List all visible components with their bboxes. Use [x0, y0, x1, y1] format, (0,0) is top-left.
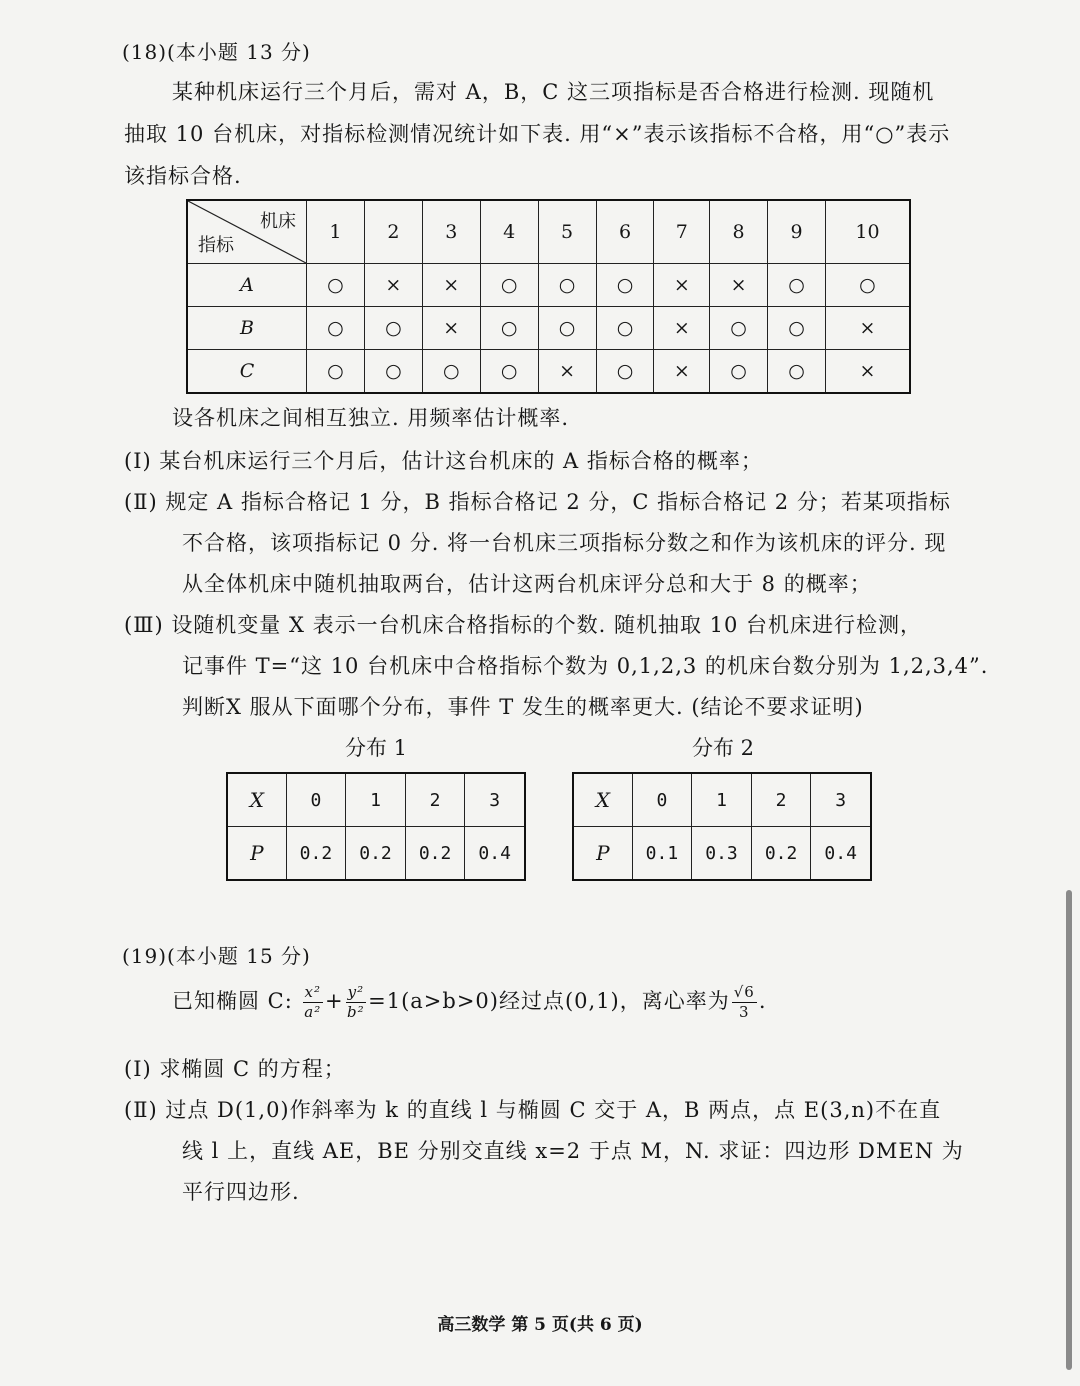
table-cell: ○	[364, 350, 422, 394]
frac-e-num: √6	[733, 983, 755, 1001]
fraction-eccentricity	[732, 985, 757, 1020]
q18-part-1: (Ⅰ) 某台机床运行三个月后，估计这台机床的 A 指标合格的概率；	[124, 449, 763, 473]
table-row	[227, 827, 525, 881]
q19-heading: (19)(本小题 15 分)	[122, 944, 311, 968]
table-cell: ○	[538, 264, 596, 307]
plus-sign: +	[325, 989, 344, 1013]
q18-part-3-line-1: (Ⅲ) 设随机变量 X 表示一台机床合格指标的个数. 随机抽取 10 台机床进行检测，	[124, 613, 923, 637]
row-label: A	[187, 264, 307, 307]
fraction-x	[303, 985, 323, 1020]
column-header: 5	[538, 200, 596, 264]
given-end: .	[758, 989, 767, 1013]
p-value: 0.4	[811, 827, 871, 881]
fraction-y	[346, 985, 367, 1020]
q19-part-2-line-1: (Ⅱ) 过点 D(1,0)作斜率为 k 的直线 l 与椭圆 C 交于 A，B 两点，点 E(3,n)不在直	[124, 1098, 942, 1122]
x-value: 3	[811, 773, 871, 827]
q18-part-2-line-2: 不合格，该项指标记 0 分. 将一台机床三项指标分数之和作为该机床的评分. 现	[182, 531, 947, 555]
table-cell: ○	[480, 307, 538, 350]
table-cell: ×	[538, 350, 596, 394]
q19-part-2-line-2: 线 l 上，直线 AE，BE 分别交直线 x=2 于点 M，N. 求证：四边形 DMEN 为	[182, 1139, 964, 1163]
column-header: 2	[364, 200, 422, 264]
table-cell: ○	[480, 264, 538, 307]
table-cell: ○	[422, 350, 480, 394]
x-value: 0	[286, 773, 346, 827]
table-row	[187, 264, 910, 307]
table-row	[573, 827, 871, 881]
q19-given	[172, 985, 767, 1020]
p-value: 0.2	[751, 827, 811, 881]
table-cell: ×	[654, 350, 710, 394]
table-cell: ○	[768, 350, 826, 394]
table-row	[187, 350, 910, 394]
column-header: 9	[768, 200, 826, 264]
distribution-2-table	[572, 772, 872, 881]
frac-y-den: b²	[347, 1003, 365, 1021]
column-header: 7	[654, 200, 710, 264]
table-cell: ○	[364, 307, 422, 350]
x-value: 0	[632, 773, 692, 827]
x-value: 2	[405, 773, 465, 827]
table-cell: ○	[307, 264, 365, 307]
p-value: 0.2	[286, 827, 346, 881]
q18-intro-line-3: 该指标合格.	[124, 164, 242, 188]
q18-intro-line-2: 抽取 10 台机床，对指标检测情况统计如下表. 用“×”表示该指标不合格，用“○”表示	[124, 122, 951, 146]
frac-e-den: 3	[739, 1003, 750, 1021]
table-cell: ×	[825, 350, 910, 394]
p-value: 0.4	[465, 827, 525, 881]
p-label: P	[227, 827, 286, 881]
table-cell: ×	[654, 307, 710, 350]
q18-heading: (18)(本小题 13 分)	[122, 40, 311, 64]
column-header: 10	[825, 200, 910, 264]
p-value: 0.2	[346, 827, 406, 881]
x-value: 1	[692, 773, 752, 827]
column-header: 1	[307, 200, 365, 264]
table-cell: ○	[710, 307, 768, 350]
given-middle: =1(a>b>0)经过点(0,1)，离心率为	[368, 989, 730, 1013]
x-value: 1	[346, 773, 406, 827]
p-label: P	[573, 827, 632, 881]
table-cell: ×	[422, 264, 480, 307]
q18-part-3-line-2: 记事件 T=“这 10 台机床中合格指标个数为 0,1,2,3 的机床台数分别为 1,2,3,4”.	[182, 654, 989, 678]
inspection-table	[186, 199, 911, 394]
table-cell: ×	[364, 264, 422, 307]
table-corner-cell	[187, 200, 307, 264]
table-cell: ○	[596, 307, 654, 350]
q19-part-1: (Ⅰ) 求椭圆 C 的方程；	[124, 1057, 346, 1081]
x-value: 2	[751, 773, 811, 827]
table-cell: ○	[596, 264, 654, 307]
p-value: 0.2	[405, 827, 465, 881]
given-prefix: 已知椭圆 C:	[172, 989, 293, 1013]
corner-label-machine: 机床	[260, 211, 296, 232]
row-label: B	[187, 307, 307, 350]
table-row	[573, 773, 871, 827]
q18-assumption: 设各机床之间相互独立. 用频率估计概率.	[172, 406, 570, 430]
corner-label-index: 指标	[198, 235, 234, 256]
table-cell: ×	[422, 307, 480, 350]
table-cell: ○	[768, 264, 826, 307]
table-cell: ×	[825, 307, 910, 350]
p-value: 0.3	[692, 827, 752, 881]
page-footer: 高三数学 第 5 页(共 6 页)	[437, 1315, 643, 1335]
frac-x-den: a²	[304, 1003, 322, 1021]
frac-y-num: y²	[347, 983, 365, 1001]
column-header: 6	[596, 200, 654, 264]
column-header: 8	[710, 200, 768, 264]
x-value: 3	[465, 773, 525, 827]
row-label: C	[187, 350, 307, 394]
table-cell: ○	[596, 350, 654, 394]
table-cell: ○	[825, 264, 910, 307]
q18-intro-line-1: 某种机床运行三个月后，需对 A，B，C 这三项指标是否合格进行检测. 现随机	[172, 80, 935, 104]
q19-part-2-line-3: 平行四边形.	[182, 1180, 300, 1204]
table-cell: ○	[768, 307, 826, 350]
table-cell: ○	[307, 307, 365, 350]
q18-part-2-line-1: (Ⅱ) 规定 A 指标合格记 1 分，B 指标合格记 2 分，C 指标合格记 2 分；若某项指标	[124, 490, 951, 514]
table-cell: ×	[710, 264, 768, 307]
p-value: 0.1	[632, 827, 692, 881]
x-label: X	[227, 773, 286, 827]
frac-x-num: x²	[304, 983, 321, 1001]
scrollbar[interactable]	[1066, 890, 1072, 1370]
dist1-caption: 分布 1	[345, 736, 408, 760]
x-label: X	[573, 773, 632, 827]
distribution-1-table	[226, 772, 526, 881]
column-header: 3	[422, 200, 480, 264]
table-cell: ○	[307, 350, 365, 394]
table-cell: ○	[538, 307, 596, 350]
table-header-row	[187, 200, 910, 264]
table-cell: ○	[480, 350, 538, 394]
table-row	[187, 307, 910, 350]
table-cell: ×	[654, 264, 710, 307]
q18-part-3-line-3: 判断X 服从下面哪个分布，事件 T 发生的概率更大. (结论不要求证明)	[182, 695, 864, 719]
q18-part-2-line-3: 从全体机床中随机抽取两台，估计这两台机床评分总和大于 8 的概率；	[182, 572, 872, 596]
column-header: 4	[480, 200, 538, 264]
table-cell: ○	[710, 350, 768, 394]
dist2-caption: 分布 2	[692, 736, 755, 760]
table-row	[227, 773, 525, 827]
